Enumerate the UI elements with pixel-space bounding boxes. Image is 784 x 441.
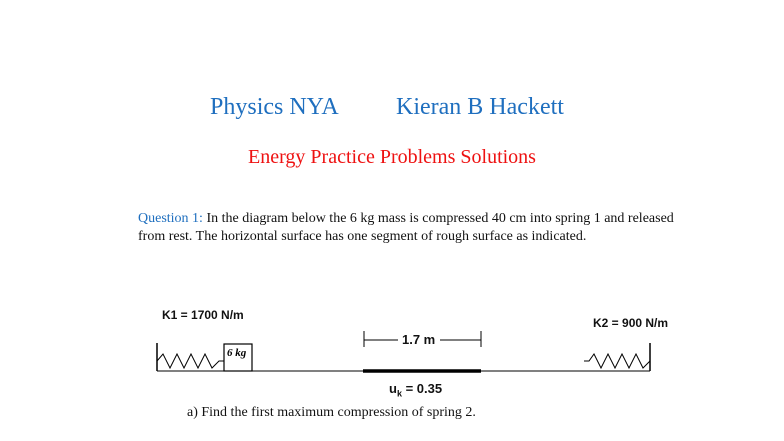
friction-subscript: k <box>396 388 402 399</box>
author-name: Kieran B Hackett <box>396 94 564 120</box>
friction-symbol: u <box>389 381 397 396</box>
spring-2 <box>584 354 650 368</box>
question-label: Question 1: <box>138 211 203 226</box>
mass-label: 6 kg <box>227 347 247 359</box>
friction-coefficient-label <box>389 381 442 399</box>
friction-value: = 0.35 <box>401 381 443 396</box>
k2-label: K2 = 900 N/m <box>593 316 669 330</box>
course-title: Physics NYA <box>210 94 339 120</box>
distance-label: 1.7 m <box>402 332 436 347</box>
part-a-question: a) Find the first maximum compression of spring 2. <box>187 405 476 420</box>
spring-1 <box>157 354 224 368</box>
page-subtitle: Energy Practice Problems Solutions <box>248 146 536 168</box>
question-body: In the diagram below the 6 kg mass is compressed 40 cm into spring 1 and released from rest. The horizontal surface has one segment of rough surface as indicated. <box>138 211 674 244</box>
k1-label: K1 = 1700 N/m <box>162 308 244 322</box>
